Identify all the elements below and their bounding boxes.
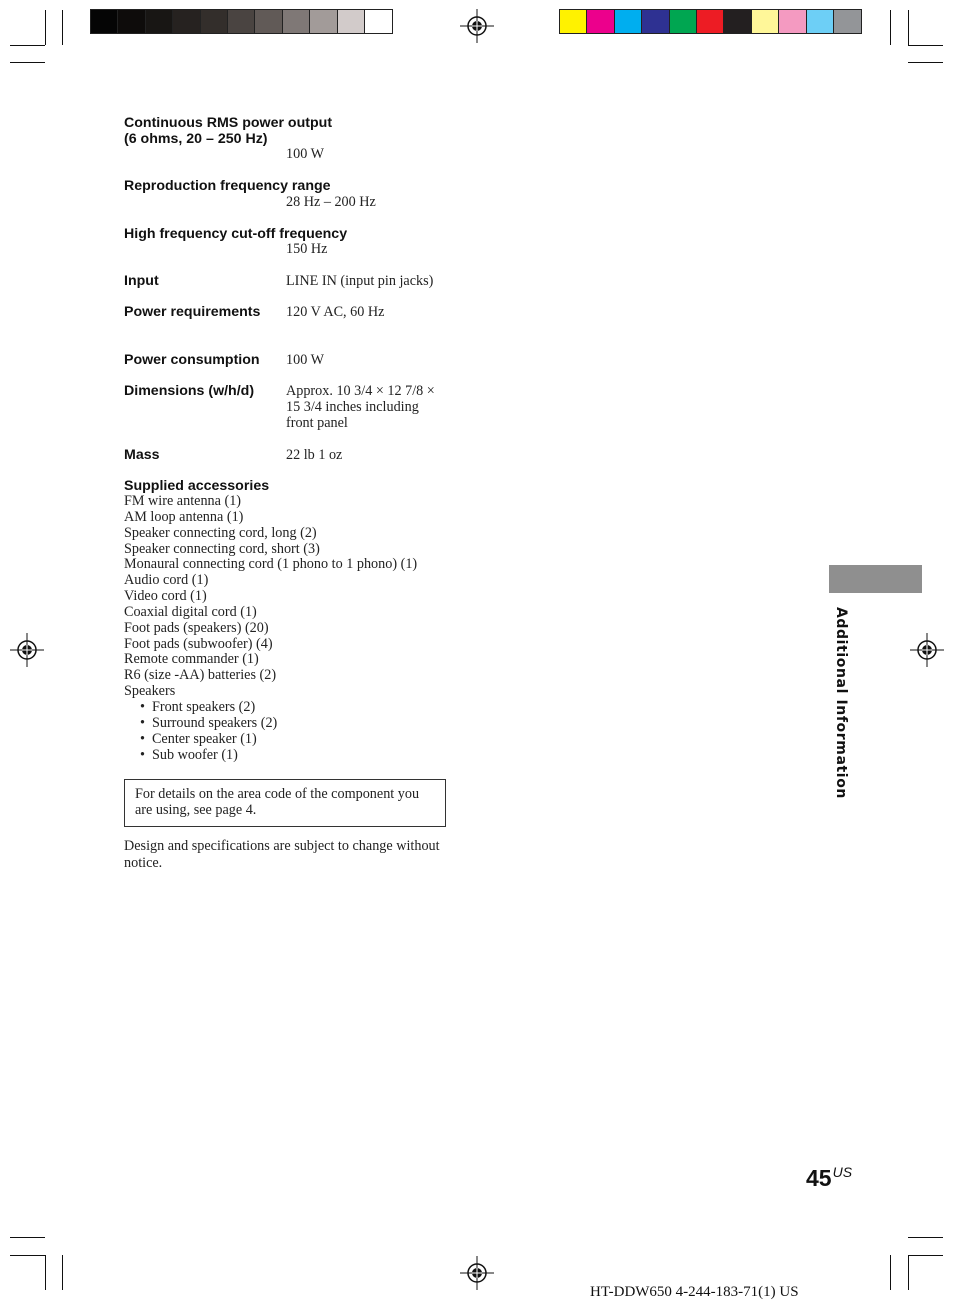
section-tab [829,565,922,593]
crop-mark [10,1237,45,1238]
gray-swatch [146,10,173,33]
spec-value-rms-power: 100 W [286,146,324,162]
process-color-bar [559,9,862,34]
page-number-suffix: US [832,1164,853,1180]
accessories-list [124,494,417,763]
list-item: Monaural connecting cord (1 phono to 1 phono) (1) [124,556,418,573]
color-swatch [724,10,751,33]
spec-value-input: LINE IN (input pin jacks) [286,273,434,289]
bullet-item: • Sub woofer (1) [124,748,417,764]
color-swatch [807,10,834,33]
registration-mark-icon [10,633,44,667]
registration-mark-icon [910,633,944,667]
spec-label-input: Input [124,273,159,289]
crop-mark [908,45,943,46]
color-swatch [670,10,697,33]
crop-mark [62,10,63,45]
list-item: Audio cord (1) [124,572,209,589]
color-swatch [642,10,669,33]
gray-swatch [365,10,392,33]
spec-label-frequency-range: Reproduction frequency range [124,178,331,194]
spec-value-power-consumption: 100 W [286,352,324,368]
bullet-item: • Surround speakers (2) [124,716,417,732]
crop-mark [10,45,45,46]
crop-mark [45,1255,46,1290]
crop-mark [908,62,943,63]
color-swatch [615,10,642,33]
footer-model-code: HT-DDW650 4-244-183-71(1) US [590,1284,799,1300]
gray-swatch [310,10,337,33]
spec-label-mass: Mass [124,447,160,463]
spec-value-frequency-range: 28 Hz – 200 Hz [286,194,376,210]
gray-swatch [338,10,365,33]
crop-mark [10,1255,45,1256]
spec-label-power-requirements: Power requirements [124,304,261,320]
bullet-item: • Center speaker (1) [124,732,417,748]
color-swatch [697,10,724,33]
list-item: Remote commander (1) [124,651,259,668]
list-item: Foot pads (speakers) (20) [124,619,269,636]
spec-label-power-consumption: Power consumption [124,352,260,368]
color-swatch [779,10,806,33]
crop-mark [890,1255,891,1290]
gray-swatch [118,10,145,33]
section-tab-label: Additional Information [833,607,849,799]
gray-swatch [283,10,310,33]
color-swatch [560,10,587,33]
crop-mark [10,62,45,63]
crop-mark [908,1237,943,1238]
area-code-note-box: For details on the area code of the component you are using, see page 4. [124,779,446,827]
spec-label-cutoff-frequency: High frequency cut-off frequency [124,226,348,242]
grayscale-color-bar [90,9,393,34]
spec-label-rms-power: Continuous RMS power output (6 ohms, 20 – 250 Hz) [124,115,333,147]
list-item: Video cord (1) [124,588,207,605]
gray-swatch [255,10,282,33]
list-item: Coaxial digital cord (1) [124,603,257,620]
list-item: Speaker connecting cord, long (2) [124,524,317,541]
gray-swatch [91,10,118,33]
gray-swatch [173,10,200,33]
spec-value-cutoff-frequency: 150 Hz [286,241,328,257]
color-swatch [752,10,779,33]
list-item: R6 (size -AA) batteries (2) [124,667,277,684]
spec-value-dimensions: Approx. 10 3/4 × 12 7/8 × 15 3/4 inches including front panel [286,383,435,431]
spec-label-dimensions: Dimensions (w/h/d) [124,383,255,399]
crop-mark [62,1255,63,1290]
spec-value-power-requirements: 120 V AC, 60 Hz [286,304,385,320]
gray-swatch [228,10,255,33]
crop-mark [908,10,909,45]
list-item: Foot pads (subwoofer) (4) [124,635,273,652]
crop-mark [45,10,46,45]
registration-mark-icon [460,1256,494,1290]
color-swatch [587,10,614,33]
crop-mark [890,10,891,45]
page-number: $45^{US}$ [806,1164,853,1191]
accessories-heading: Supplied accessories [124,478,270,494]
list-item: FM wire antenna (1) [124,493,242,509]
list-item: AM loop antenna (1) [124,508,244,525]
crop-mark [908,1255,909,1290]
color-swatch [834,10,861,33]
gray-swatch [201,10,228,33]
spec-value-mass: 22 lb 1 oz [286,447,343,463]
list-item: Speaker connecting cord, short (3) [124,540,320,557]
list-item: Speakers [124,683,176,700]
bullet-item: • Front speakers (2) [124,700,417,716]
design-change-notice: Design and specifications are subject to change without notice. [124,838,440,871]
crop-mark [908,1255,943,1256]
registration-mark-icon [460,9,494,43]
